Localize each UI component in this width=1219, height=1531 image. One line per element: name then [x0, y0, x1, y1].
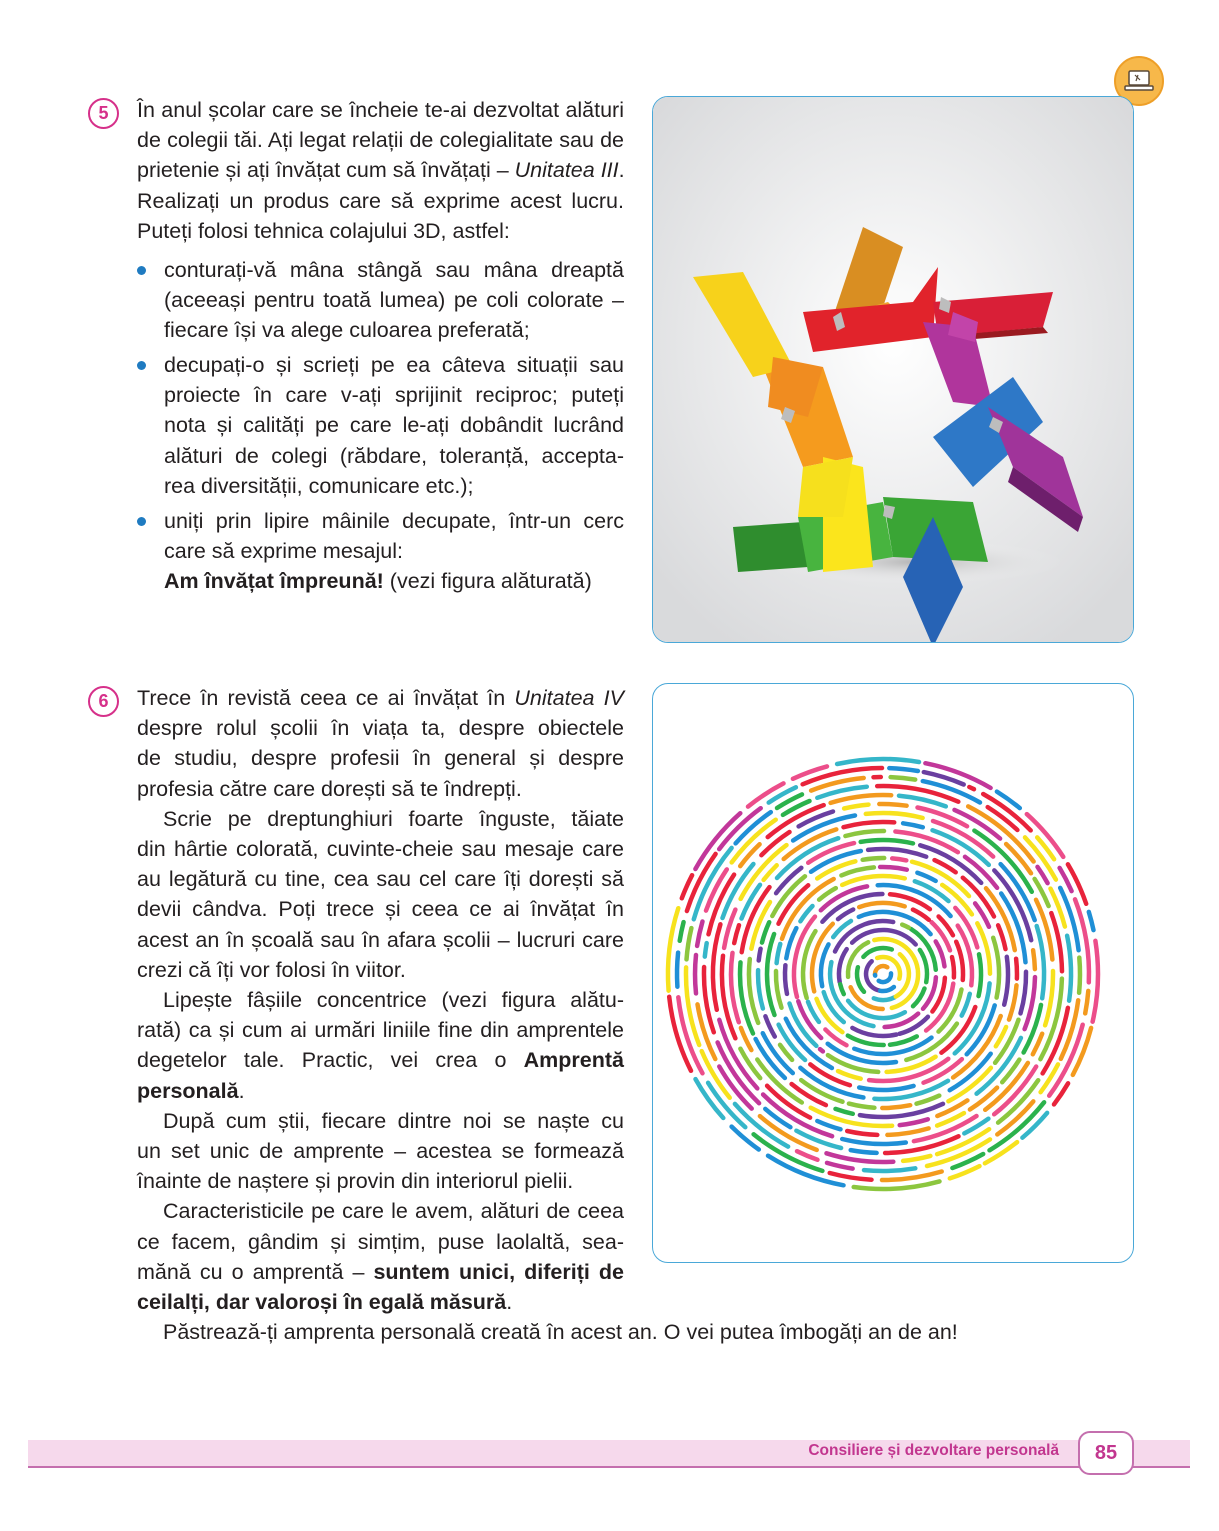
text-line: Caracteristicile pe care le avem, alături de ceea	[163, 1199, 624, 1224]
fingerprint-segment	[1004, 957, 1008, 1005]
fingerprint-segment	[851, 1150, 877, 1153]
fingerprint-segment	[742, 887, 770, 952]
fingerprint-segment	[863, 858, 885, 860]
text-line: rată) ca și cum ai urmări liniile fine din amprentele	[137, 1018, 624, 1043]
fingerprint-segment	[880, 987, 894, 991]
exercise-number-6: 6	[88, 686, 119, 717]
footer-rule	[28, 1466, 1190, 1468]
exercise-number-5: 5	[88, 98, 119, 129]
fingerprint-segment	[1085, 991, 1088, 1014]
fingerprint-segment	[956, 942, 963, 980]
text-line: degetelor tale. Practic, vei crea o Amprentă	[137, 1048, 624, 1073]
fingerprint-segment	[695, 955, 696, 993]
fingerprint-segment	[776, 971, 782, 1008]
fingerprint-segment	[764, 865, 777, 880]
fingerprint-segment	[890, 1036, 917, 1044]
fingerprint-segment	[842, 1139, 906, 1144]
unit-reference: Unitatea IV	[514, 686, 624, 710]
fingerprint-segment	[941, 1007, 975, 1053]
exercise-6-text	[137, 683, 624, 1317]
bullet-item-1: conturați-vă mâna stângă sau mâna dreaptă (aceeași pentru toată lumea) pe coli colorate – fiecare își va alege culoarea preferată;	[164, 258, 624, 343]
hands-collage-illustration	[653, 97, 1133, 642]
fingerprint-segment	[844, 805, 868, 809]
fingerprint-segment	[979, 954, 982, 996]
fingerprint-segment	[758, 970, 763, 1008]
text-line: prietenie și ați învățat cum să învățați – Unitatea III.	[137, 158, 625, 183]
bullet-dot-icon	[137, 361, 146, 370]
fingerprint-segment	[734, 925, 739, 943]
fingerprint-segment	[917, 1096, 940, 1104]
fingerprint-segment	[891, 777, 916, 780]
fingerprint-segment	[785, 965, 787, 994]
text-line: acest an în școală sau în afara școlii – lucruri care	[137, 927, 624, 952]
fingerprint-segment	[1051, 913, 1062, 971]
fingerprint-segment	[920, 950, 927, 982]
fingerprint-segment	[889, 768, 918, 771]
fingerprint-segment	[903, 823, 923, 827]
fingerprint-segment	[839, 949, 847, 982]
text-line: personală.	[137, 1078, 245, 1103]
fingerprint-segment	[842, 876, 905, 885]
fingerprint-segment	[827, 1163, 853, 1169]
fingerprint-segment	[1093, 941, 1098, 1022]
fingerprint-segment	[986, 888, 1015, 950]
fingerprint-segment	[874, 997, 895, 1000]
fingerprint-segment	[797, 1151, 818, 1160]
fingerprint-segment	[892, 858, 906, 860]
fingerprint-segment	[1021, 972, 1027, 1014]
fingerprint-illustration	[653, 684, 1133, 1262]
text-line: Trece în revistă ceea ce ai învățat în Unitatea IV	[137, 686, 624, 710]
text-line: un set unic de amprente – acestea se formează	[137, 1139, 624, 1164]
fingerprint-segment	[1022, 1113, 1047, 1138]
bold-phrase: ceilalți, dar valoroși în egală măsură	[137, 1290, 507, 1315]
figure-panel-hands	[652, 96, 1134, 643]
fingerprint-segment	[777, 944, 781, 963]
fingerprint-segment	[902, 925, 909, 928]
fingerprint-segment	[841, 867, 874, 875]
fingerprint-segment	[852, 1028, 896, 1036]
fingerprint-segment	[875, 966, 887, 974]
fingerprint-segment	[837, 759, 919, 764]
text-line: Realizați un produs care să exprime acest lucru.	[137, 188, 624, 213]
fingerprint-segment	[1033, 1034, 1042, 1055]
footer-subject: Consiliere și dezvoltare personală	[808, 1442, 1059, 1459]
exercise-5-text	[137, 95, 624, 246]
fingerprint-segment	[952, 957, 954, 977]
bullet-dot-icon	[137, 517, 146, 526]
fingerprint-segment	[677, 953, 678, 987]
bullet-dot-icon	[137, 266, 146, 275]
fingerprint-segment	[762, 922, 769, 942]
fingerprint-segment	[687, 928, 692, 959]
fingerprint-segment	[903, 1156, 930, 1161]
fingerprint-segment	[836, 1109, 853, 1114]
fingerprint-segment	[879, 804, 906, 806]
fingerprint-segment	[1037, 926, 1044, 998]
fingerprint-segment	[1038, 867, 1048, 883]
fingerprint-segment	[697, 922, 702, 946]
fingerprint-segment	[859, 1086, 913, 1090]
bold-phrase: personală	[137, 1078, 239, 1103]
fingerprint-segment	[845, 831, 884, 836]
text-line: din hârtie colorată, cuvinte-cheie sau mesaje care	[137, 837, 624, 862]
fingerprint-segment	[859, 903, 905, 907]
fingerprint-segment	[868, 849, 926, 857]
fingerprint-segment	[680, 922, 684, 941]
fingerprint-segment	[887, 1128, 928, 1135]
bullet-item-3: uniți prin lipire mâinile decupate, într-un cerc care să exprime mesajul: Am învățat împreună! (vezi figura alăturată)	[164, 506, 624, 597]
fingerprint-segment	[926, 984, 953, 1031]
fingerprint-segment	[821, 944, 829, 986]
bold-phrase: suntem unici, diferiți de	[373, 1259, 624, 1284]
fingerprint-segment	[1079, 958, 1080, 993]
text-line: devii cândva. Poți trece și ceea ce ai învățat în	[137, 897, 624, 922]
fingerprint-segment	[731, 953, 739, 1022]
fingerprint-segment	[800, 1068, 863, 1098]
fingerprint-segment	[817, 1121, 840, 1129]
fingerprint-segment	[838, 910, 853, 920]
message-line: Am învățat împreună! (vezi figura alăturată)	[164, 569, 592, 594]
fingerprint-segment	[993, 938, 999, 998]
text-line: ceilalți, dar valoroși în egală măsură.	[137, 1290, 513, 1315]
fingerprint-segment	[844, 822, 895, 827]
fingerprint-segment	[768, 1156, 844, 1186]
text-line: de colegii tăi. Ați legat relații de colegialitate sau de	[137, 128, 624, 153]
fingerprint-segment	[840, 984, 844, 994]
fingerprint-segment	[1045, 971, 1053, 1025]
text-line: profesia către care dorești să te îndrepți.	[137, 776, 522, 801]
fingerprint-segment	[864, 1168, 915, 1171]
fingerprint-segment	[857, 967, 864, 992]
fingerprint-segment	[1089, 912, 1094, 930]
fingerprint-segment	[849, 1104, 875, 1108]
text-line: au legătură cu tine, cea sau cel care îți dorești să	[137, 867, 624, 892]
fingerprint-segment	[913, 910, 929, 920]
fingerprint-segment	[861, 840, 913, 843]
fingerprint-segment	[969, 787, 974, 789]
fingerprint-segment	[713, 924, 720, 1010]
fingerprint-segment	[830, 1173, 872, 1180]
text-line: ce facem, gândim și simțim, puse laolaltă, sea-	[137, 1229, 624, 1254]
fingerprint-segment	[900, 1119, 928, 1125]
fingerprint-segment	[962, 994, 970, 1016]
text-line: Scrie pe dreptunghiuri foarte înguste, tăiate	[163, 806, 624, 831]
message-bold: Am învățat împreună!	[164, 569, 384, 594]
fingerprint-segment	[1067, 936, 1071, 1001]
fingerprint-segment	[882, 1105, 910, 1108]
text-line: de studiu, despre profesii în general și despre	[137, 746, 624, 771]
fingerprint-segment	[765, 1016, 774, 1036]
fingerprint-segment	[879, 973, 891, 982]
fingerprint-segment	[759, 949, 761, 961]
fingerprint-segment	[847, 1131, 877, 1135]
fingerprint-segment	[866, 813, 923, 818]
text-line: mănă cu o amprentă – suntem unici, diferiți de	[137, 1259, 624, 1284]
fingerprint-segment	[854, 1181, 940, 1189]
page-number: 85	[1078, 1431, 1134, 1475]
closing-line: Păstrează-ți amprenta personală creată în acest an. O vei putea îmbogăți an de an!	[163, 1320, 958, 1344]
text-line: Lipește fâșiile concentrice (vezi figura alătu-	[163, 988, 624, 1013]
figure-panel-fingerprint	[652, 683, 1134, 1263]
text-line: După cum știi, fiecare dintre noi se naște cu	[163, 1108, 624, 1133]
fingerprint-segment	[820, 1049, 823, 1051]
fingerprint-segment	[998, 925, 1005, 949]
fingerprint-segment	[705, 943, 707, 957]
bold-phrase: Amprentă	[523, 1048, 624, 1073]
unit-reference: Unitatea III	[514, 158, 619, 183]
text-line: despre rolul școlii în viața ta, despre obiectele	[137, 716, 624, 741]
fingerprint-segment	[838, 1071, 861, 1079]
text-line: crezi că îți vor folosi în viitor.	[137, 957, 406, 982]
fingerprint-segment	[1001, 894, 1025, 963]
fingerprint-segment	[827, 1153, 894, 1162]
text-line: În anul școlar care se încheie te-ai dezvoltat alături	[137, 98, 624, 122]
text-line: înainte de naștere și provin din interiorul pielii.	[137, 1169, 574, 1194]
fingerprint-segment	[880, 867, 907, 870]
text-line: Puteți folosi tehnica colajului 3D, astfel:	[137, 218, 510, 243]
fingerprint-segment	[917, 873, 935, 881]
fingerprint-segment	[831, 795, 892, 803]
fingerprint-segment	[1016, 959, 1017, 979]
fingerprint-segment	[1009, 985, 1017, 1019]
fingerprint-segment	[1033, 950, 1035, 969]
fingerprint-segment	[767, 934, 775, 1015]
bullet-item-2: decupați-o și scrieți pe ea câteva situații sau proiecte în care v-ați sprijinit reciproc; puteți nota și calități pe care le-ați dobândit lucrând alături de colegi (răbdare, toleranță, accepta- rea diversității, comunicare etc.);	[164, 353, 624, 498]
